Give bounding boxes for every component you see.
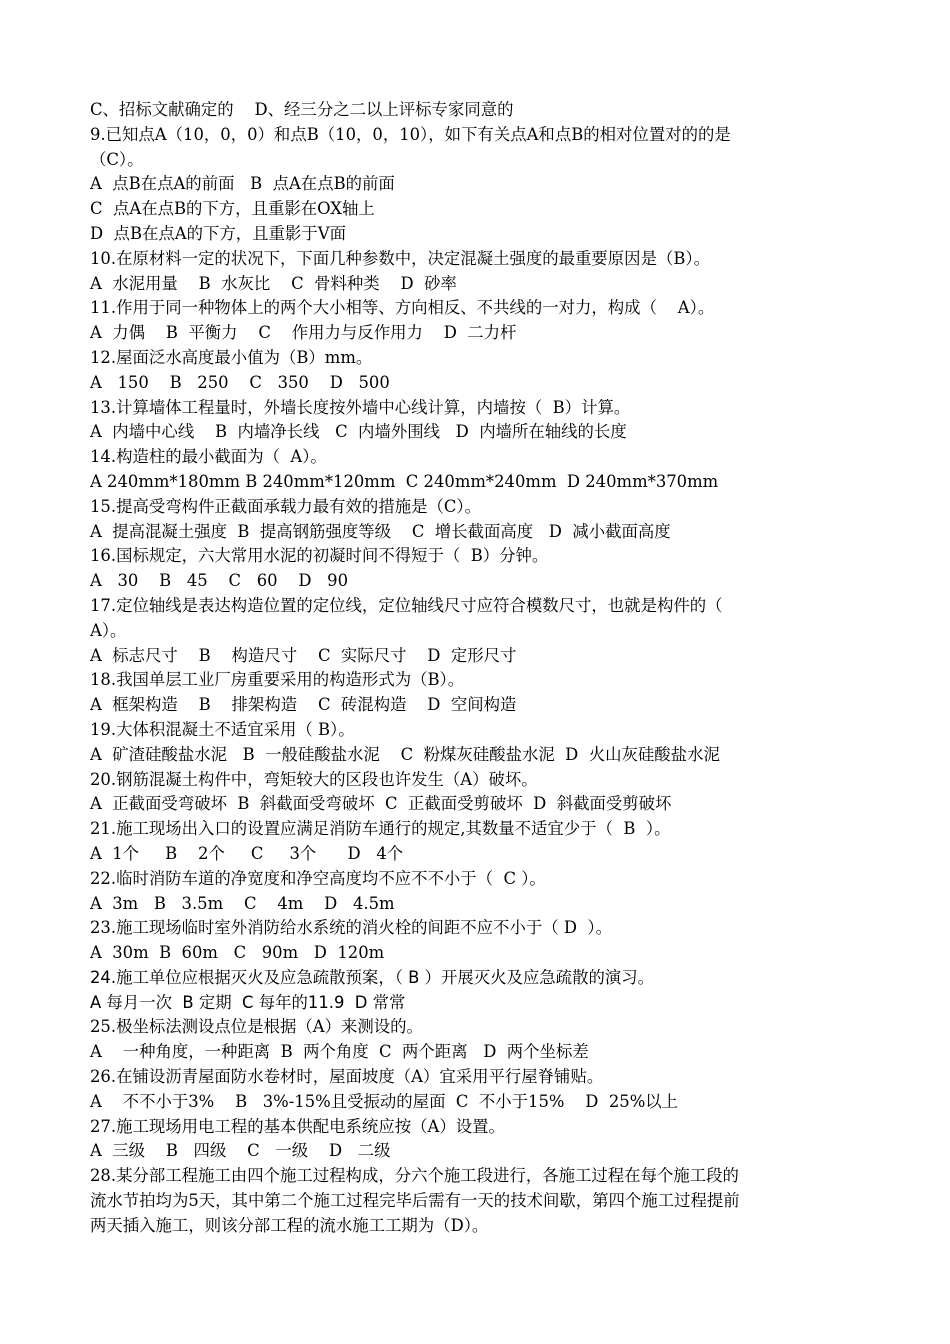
option-line-q10: A 水泥用量 B 水灰比 C 骨料种类 D 砂率 [90, 273, 457, 293]
question-17-continued: A）。 [90, 620, 127, 640]
option-line-q16: A 30 B 45 C 60 D 90 [90, 571, 349, 591]
question-9: 9.已知点A（10，0，0）和点B（10，0，10），如下有关点A和点B的相对位置对的的是 [90, 124, 731, 144]
question-21: 21.施工现场出入口的设置应满足消防车通行的规定,其数量不适宜少于（ B ）。 [90, 819, 671, 839]
option-line-q8: C、招标文献确定的 D、经三分之二以上评标专家同意的 [90, 100, 514, 119]
option-line-q27: A 三级 B 四级 C 一级 D 二级 [90, 1141, 391, 1161]
option-line-q9-c: C 点A在点B的下方，且重影在OX轴上 [90, 199, 375, 219]
question-11: 11.作用于同一种物体上的两个大小相等、方向相反、不共线的一对力，构成（ A）。 [90, 298, 715, 318]
option-line-q21: A 1个 B 2个 C 3个 D 4个 [90, 843, 404, 863]
question-9-continued: （C）。 [90, 149, 144, 169]
option-line-q17: A 标志尺寸 B 构造尺寸 C 实际尺寸 D 定形尺寸 [90, 645, 517, 665]
option-line-q23: A 30m B 60m C 90m D 120m [90, 943, 385, 963]
question-18: 18.我国单层工业厂房重要采用的构造形式为（B）。 [90, 670, 465, 690]
question-17: 17.定位轴线是表达构造位置的定位线，定位轴线尺寸应符合模数尺寸，也就是构件的（ [90, 595, 723, 615]
option-line-q22: A 3m B 3.5m C 4m D 4.5m [90, 893, 395, 913]
option-line-q14: A 240mm*180mm B 240mm*120mm C 240mm*240mm D 240mm*370mm [90, 471, 719, 491]
question-16: 16.国标规定，六大常用水泥的初凝时间不得短于（ B）分钟。 [90, 546, 549, 566]
question-22: 22.临时消防车道的净宽度和净空高度均不应不不小于（ C ）。 [90, 868, 546, 888]
question-12: 12.屋面泛水高度最小值为（B）mm。 [90, 347, 373, 367]
option-line-q13: A 内墙中心线 B 内墙净长线 C 内墙外围线 D 内墙所在轴线的长度 [90, 422, 627, 442]
question-23: 23.施工现场临时室外消防给水系统的消火栓的间距不应不小于（ D ）。 [90, 918, 612, 938]
question-25: 25.极坐标法测设点位是根据（A）来测设的。 [90, 1017, 423, 1037]
option-line-q20: A 正截面受弯破坏 B 斜截面受弯破坏 C 正截面受剪破坏 D 斜截面受剪破坏 [90, 794, 672, 814]
question-19: 19.大体积混凝土不适宜采用（ B）。 [90, 719, 355, 739]
option-line-q12: A 150 B 250 C 350 D 500 [90, 372, 390, 392]
option-line-q9-a-b: A 点B在点A的前面 B 点A在点B的前面 [90, 174, 395, 194]
option-line-q26: A 不不小于3% B 3%-15%且受振动的屋面 C 不小于15% D 25%以上 [90, 1091, 679, 1111]
option-line-q25: A 一种角度，一种距离 B 两个角度 C 两个距离 D 两个坐标差 [90, 1042, 589, 1062]
option-line-q19: A 矿渣硅酸盐水泥 B 一般硅酸盐水泥 C 粉煤灰硅酸盐水泥 D 火山灰硅酸盐水泥 [90, 744, 720, 764]
question-13: 13.计算墙体工程量时，外墙长度按外墙中心线计算，内墙按（ B）计算。 [90, 397, 631, 417]
question-28-end: 两天插入施工，则该分部工程的流水施工工期为（D）。 [90, 1215, 489, 1235]
question-28: 28.某分部工程施工由四个施工过程构成，分六个施工段进行，各施工过程在每个施工段的 [90, 1166, 739, 1186]
document-page [90, 98, 870, 1239]
question-10: 10.在原材料一定的状况下，下面几种参数中，决定混凝土强度的最重要原因是（B）。 [90, 248, 710, 268]
question-26: 26.在铺设沥青屋面防水卷材时，屋面坡度（A）宜采用平行屋脊铺贴。 [90, 1067, 604, 1087]
option-line-q11: A 力偶 B 平衡力 C 作用力与反作用力 D 二力杆 [90, 323, 517, 343]
option-line-q18: A 框架构造 B 排架构造 C 砖混构造 D 空间构造 [90, 695, 517, 715]
question-28-continued: 流水节拍均为5天，其中第二个施工过程完毕后需有一天的技术间歇，第四个施工过程提前 [90, 1191, 740, 1211]
option-line-q9-d: D 点B在点A的下方，且重影于V面 [90, 223, 346, 243]
question-27: 27.施工现场用电工程的基本供配电系统应按（A）设置。 [90, 1116, 505, 1136]
question-20: 20.钢筋混凝土构件中，弯矩较大的区段也许发生（A）破坏。 [90, 769, 538, 789]
option-line-q15: A 提高混凝土强度 B 提高钢筋强度等级 C 增长截面高度 D 减小截面高度 [90, 521, 671, 541]
question-15: 15.提高受弯构件正截面承载力最有效的措施是（C）。 [90, 496, 482, 516]
option-line-q24: A 每月一次 B 定期 C 每年的11.9 D 常常 [90, 992, 406, 1012]
question-24: 24.施工单位应根据灭火及应急疏散预案，（ B ）开展灭火及应急疏散的演习。 [90, 967, 655, 987]
question-14: 14.构造柱的最小截面为（ A）。 [90, 447, 327, 467]
